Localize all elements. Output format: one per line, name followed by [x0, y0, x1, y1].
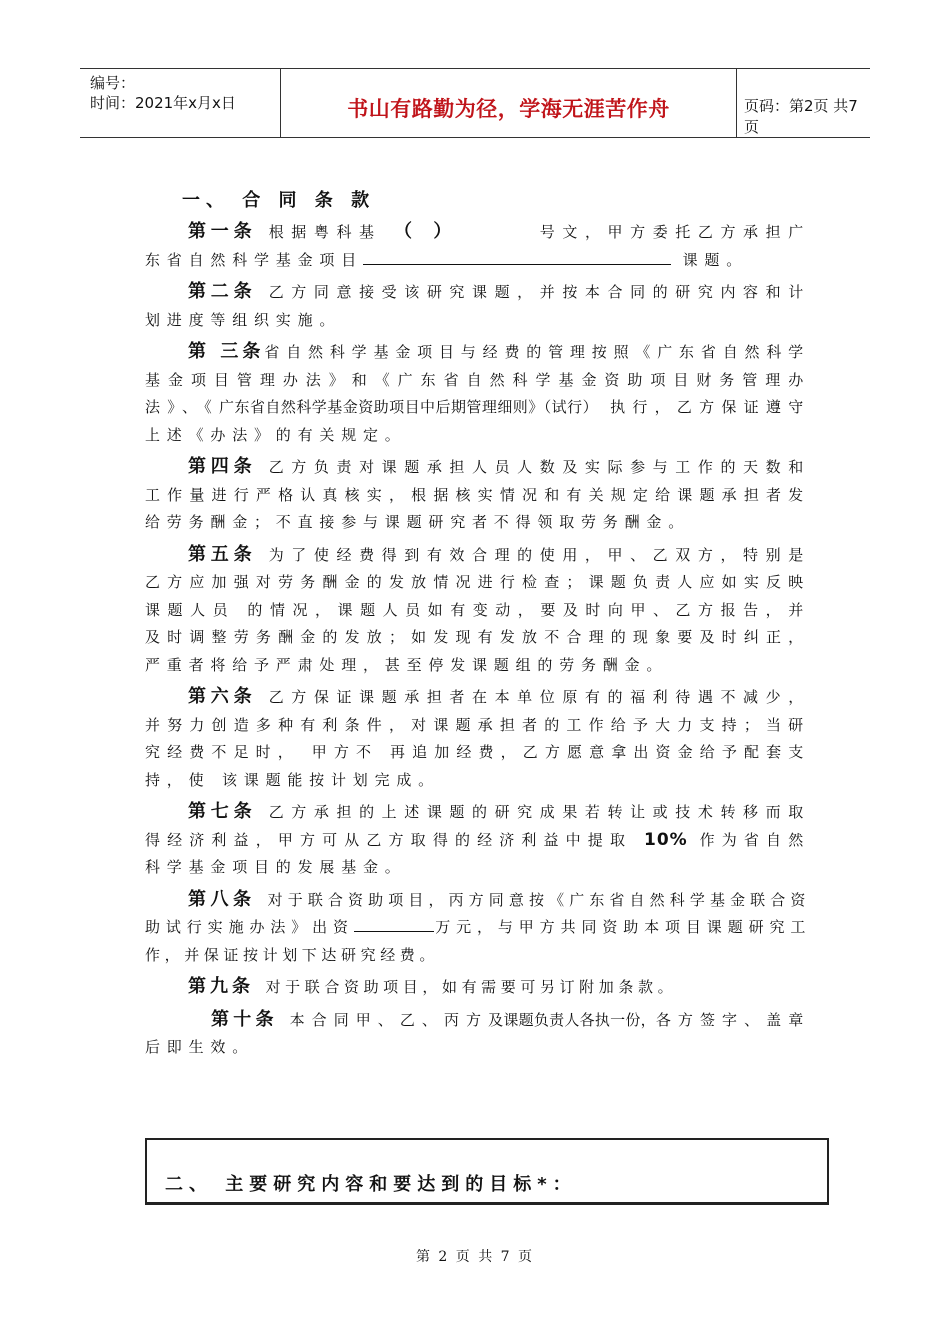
clause-label: 第四条 — [188, 456, 257, 477]
clause-text: 作为省自然科学基金项目的发展基金。 — [145, 830, 811, 876]
clause-text: 号文，甲方委托乙方承担广东省自然科学基金项目 — [145, 223, 810, 269]
header-page-cell — [736, 69, 870, 137]
clause-label: 第一条 — [188, 221, 257, 242]
clause-text: 课题。 — [682, 250, 748, 269]
clause-text: 乙方负责对课题承担人员人数及实际参与工作的天数和工作量进行严格认真核实，根据核实情况和有关规定给课题承担者发给劳务酬金；不直接参与课题研究者不得领取劳务酬金。 — [145, 458, 810, 531]
section1-title: 一、 合 同 条 款 — [182, 190, 376, 211]
clause-text: 各方签字、盖章后即生效。 — [145, 1010, 810, 1056]
header-motto: 书山有路勤为径，学海无涯苦作舟 — [347, 97, 670, 121]
clause-text: 为了使经费得到有效合理的使用，甲、乙双方，特别是乙方应加强对劳务酬金的发放情况进行检查；课题负责人应如实反映课题人员 的情况，课题人员如有变动，要及时向甲、乙方报告，并及时调整劳务酬金的发放；如发现有发放不合理的现象要及时纠正， 严重者将给予严肃处理，甚至停发课题组的劳务酬金。 — [145, 545, 810, 674]
amount-blank — [354, 915, 434, 932]
clause-8 — [145, 886, 810, 970]
time-label: 时间：2021年x月x日 — [90, 94, 236, 112]
clause-text: 乙方保证课题承担者在本单位原有的福利待遇不减少，并努力创造多种有利条件，对课题承担者的工作给予大力支持；当研究经费不足时， 甲方不 再追加经费，乙方愿意拿出资金给予配套支持，使 该课题能按计划完成。 — [145, 688, 810, 789]
page-footer: 第 2 页 共 7 页 — [415, 1249, 535, 1265]
contract-clauses — [145, 218, 810, 1066]
clause-text: 及课题负责人各执一份， — [488, 1010, 656, 1029]
page-header — [80, 68, 870, 138]
clause-label: 第二条 — [188, 281, 257, 302]
clause-text: 省自然科学基金项目与经费的管理按照《广东省自然科学基金项目管理办法》和《广东省自然科学基金资助项目财务管理办法》、《 — [145, 343, 810, 416]
clause-1 — [145, 218, 810, 274]
project-name-blank — [363, 248, 671, 265]
clause-label: 第七条 — [188, 801, 257, 822]
clause-3 — [145, 338, 810, 449]
clause-label: 第十条 — [211, 1008, 278, 1030]
clause-9 — [145, 973, 810, 1002]
clause-text: 对于联合资助项目，丙方同意按《广东省自然科学基金联合资助试行实施办法》出资 — [145, 890, 811, 936]
clause-text: 对于联合资助项目，如有需要可另订附加条款。 — [265, 978, 678, 996]
clause-4 — [145, 453, 810, 537]
clause-label: 第八条 — [188, 888, 256, 910]
clause-text: 根据粤科基 — [268, 223, 382, 241]
clause-text: 本合同甲、乙、丙方 — [289, 1010, 489, 1029]
clause-label: 第五条 — [188, 543, 257, 565]
clause-text: 乙方承担的上述课题的研究成果若转让或技术转移而取得经济利益，甲方可从乙方取得的经济利益中提取 — [145, 803, 810, 849]
clause-text: 乙方同意接受该研究课题，并按本合同的研究内容和计划进度等组织实施。 — [145, 283, 810, 329]
section2-box — [145, 1138, 829, 1205]
header-motto-cell — [280, 69, 737, 137]
header-meta — [80, 69, 280, 137]
clause-label: 第 三条 — [188, 341, 265, 362]
clause-text: 执行，乙方保证遵守上述《办法》的有关规定。 — [145, 398, 810, 444]
clause-7 — [145, 798, 810, 882]
clause-10 — [145, 1006, 810, 1062]
clause-label: 第九条 — [188, 976, 254, 997]
section2-title: 二、 主要研究内容和要达到的目标*： — [165, 1174, 577, 1195]
clause-parenthesis: （ ） — [394, 221, 460, 242]
clause-text: 万元，与甲方共同资助本项目课题研究工作，并保证按计划下达研究经费。 — [145, 918, 810, 964]
number-label: 编号： — [90, 74, 136, 92]
header-page-code: 页码：第2页 共7页 — [744, 97, 858, 136]
clause-text: 广东省自然科学基金资助项目中后期管理细则》（试行） — [219, 398, 599, 416]
clause-5 — [145, 541, 810, 680]
clause-6 — [145, 683, 810, 794]
percentage-value: 10% — [644, 829, 688, 850]
clause-2 — [145, 278, 810, 334]
clause-label: 第六条 — [188, 686, 257, 707]
